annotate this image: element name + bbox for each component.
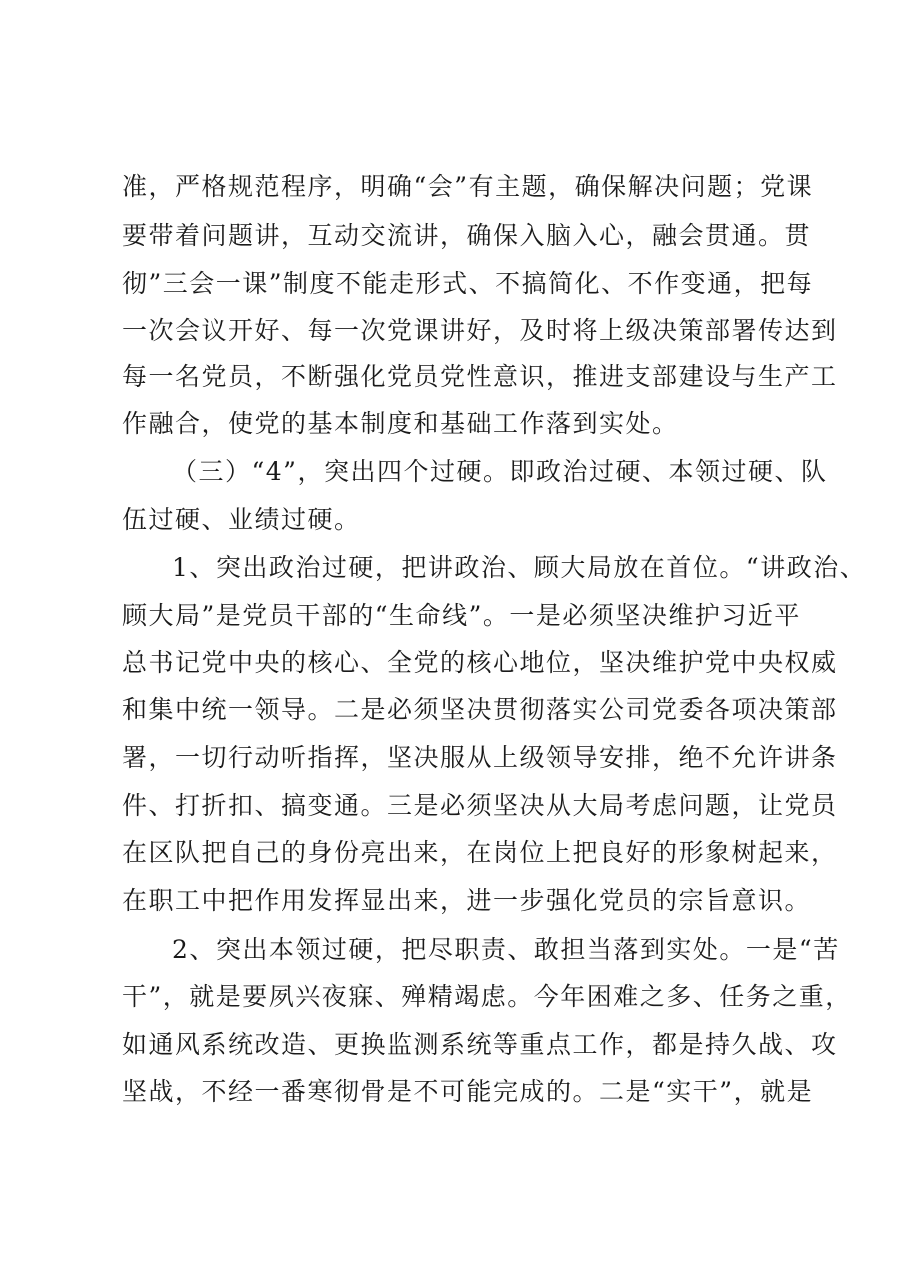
section-heading-3: （三）“4”，突出四个过硬。即政治过硬、本领过硬、队 [172,457,828,486]
text-line-2: 要带着问题讲，互动交流讲，确保入脑入心，融会贯通。贯 [122,221,812,250]
text-line-10: 顾大局”是党员干部的“生命线”。一是必须坚决维护习近平 [122,601,801,630]
text-line-4: 一次会议开好、每一次党课讲好，及时将上级决策部署传达到 [122,316,838,345]
text-line-5: 每一名党员，不断强化党员党性意识，推进支部建设与生产工 [122,362,838,391]
text-line-13: 署，一切行动听指挥，坚决服从上级领导安排，绝不允许讲条 [122,743,838,772]
text-line-20: 坚战，不经一番寒彻骨是不可能完成的。二是“实干”，就是 [122,1077,814,1106]
subsection-heading-1: 1、突出政治过硬，把讲政治、顾大局放在首位。“讲政治、 [172,553,867,582]
text-line-19: 如通风系统改造、更换监测系统等重点工作，都是持久战、攻 [122,1030,838,1059]
text-line-14: 件、打折扣、搞变通。三是必须坚决从大局考虑问题，让党员 [122,791,838,820]
text-line-12: 和集中统一领导。二是必须坚决贯彻落实公司党委各项决策部 [122,695,838,724]
text-line-18: 干”，就是要夙兴夜寐、殚精竭虑。今年困难之多、任务之重， [122,982,852,1011]
text-line-6: 作融合，使党的基本制度和基础工作落到实处。 [122,409,679,438]
subsection-heading-2: 2、突出本领过硬，把尽职责、敢担当落到实处。一是“苦 [172,935,840,964]
text-line-15: 在区队把自己的身份亮出来，在岗位上把良好的形象树起来， [122,838,838,867]
text-line-16: 在职工中把作用发挥显出来，进一步强化党员的宗旨意识。 [122,886,812,915]
text-line-8: 伍过硬、业绩过硬。 [122,505,361,534]
text-line-3: 彻”三会一课”制度不能走形式、不搞简化、不作变通，把每 [122,269,814,298]
text-line-1: 准，严格规范程序，明确“会”有主题，确保解决问题；党课 [122,172,814,201]
text-line-11: 总书记党中央的核心、全党的核心地位，坚决维护党中央权威 [122,648,838,677]
